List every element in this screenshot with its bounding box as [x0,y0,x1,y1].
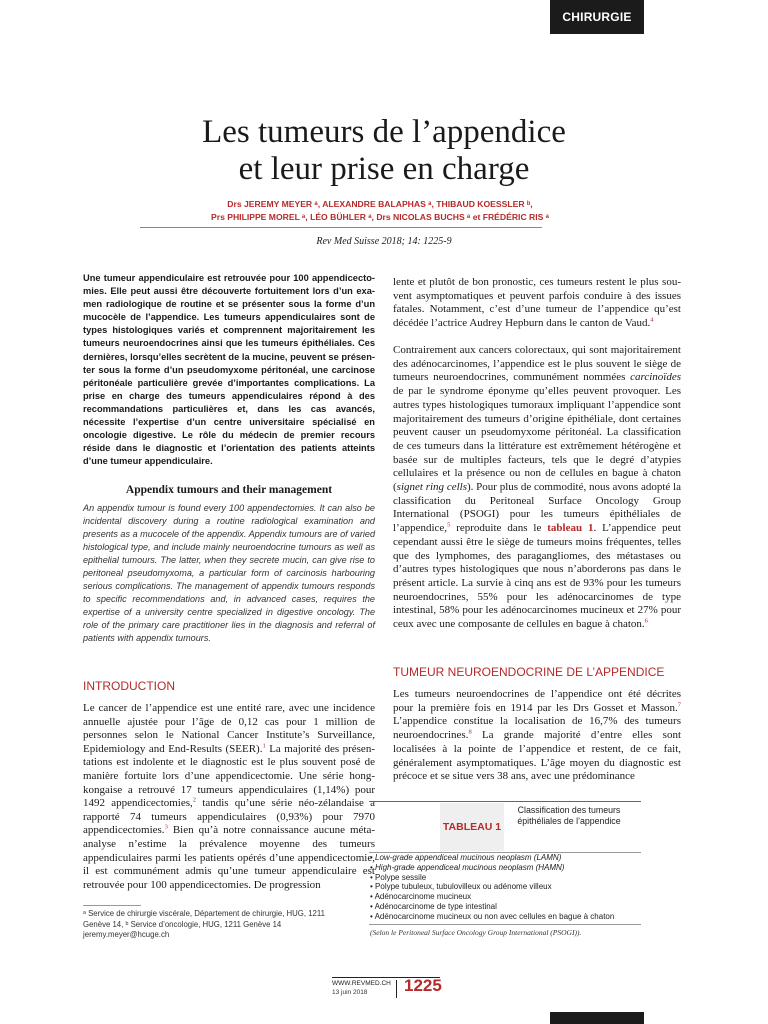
bottom-bar [550,1012,644,1024]
table-1-label: TABLEAU 1 [440,803,504,851]
p2-text-b: de par le syndrome éponyme qu’elles peuvent provoquer. Les autres types histologiques tumoraux impliquant l’appendice sont majoritairement des tumeurs d’origine épithéliale, dont certaines peuvent causer un pseudomyxome péritonéal. La classification de ces tumeurs dans la littérature est extrêmement hétérogène et basée sur de multiples facteurs, tels que le degré d’atypies cellulaires et la présence ou non de cellules en bague à chaton ( [393,385,681,494]
section-badge: CHIRURGIE [550,0,644,34]
footnotes [83,909,375,941]
ref-3[interactable]: 3 [164,823,168,831]
table-item: • Adénocarcinome mucineux [370,892,650,902]
authors-line-2: Prs PHILIPPE MOREL ᵃ, LÉO BÜHLER ᵃ, Drs NICOLAS BUCHS ᵃ et FRÉDÉRIC RIS ᵃ [211,212,549,222]
tne-text-b: L’appendice constitue la localisation de 16,7% des tumeurs neuroendocrines. [393,715,681,742]
table-1-caption: Classification des tumeurs épithéliales de l’appendice [517,805,621,827]
p2-text-e: . L’appendice peut cependant aussi être le siège de tumeurs moins fréquentes, telles que des lymphomes, des paragangliomes, des métastases ou d’autres types histologiques que nous n’aborderons pas dans le présent article. La survie à cinq ans est de 93% pour les tumeurs neuroendocrines, 55% pour les adénocarcinomes de type intestinal, 58% pour les adénocarcinomes mucineux et 27% pour ceux avec une composante de cellules en bague à chaton. [393,522,681,631]
abstract-english: An appendix tumour is found every 100 appendectomies. It can also be incidental discovery during a routine radiological examination and presents as a mucocele of the appendix. Appendix tumours are of varied histological type, and include mainly neuroendocrine tumours as well as epithelial tumours. The latter, when they secrete mucin, can give rise to peritoneal pseudomyxoma, a particular form of carcinosis harbouring serious complications. The management of appendix tumours responds to specific recommendations and, in advanced cases, requires the expertise of a university centre specialized in digestive oncology. The role of the primary care practitioner lies in the diagnosis and referral of patients with appendix tumours. [83,503,375,643]
table-1-note: (Selon le Peritoneal Surface Oncology Group International (PSOGI)). [370,928,582,937]
table-item-text: High-grade appendiceal mucinous neoplasm (HAMN) [375,862,565,872]
footer-website[interactable]: WWW.REVMED.CH [332,980,391,987]
tne-text-a: Les tumeurs neuroendocrines de l’appendice ont été décrites pour la première fois en 1914 par les Drs Gosset et Masson. [393,688,681,714]
ref-6[interactable]: 6 [644,617,648,625]
intro-text-d: Bien qu’à notre connaissance aucune méta-analyse n’estime la prévalence moyenne des tumeurs appendiculaires parmi les patients opérés d’une appendicectomie, il est communément admis qu’une tumeur appendiculaire est retrouvée pour 100 appendicectomies. De progression [83,824,375,891]
intro-text-c: tandis qu’une série néo-zélandaise a rapporté 74 tumeurs appendiculaires (0,93%) pour 7970 appendicectomies. [83,797,375,837]
title-line-2: et leur prise en charge [238,151,530,187]
footnote-divider [83,905,141,906]
abstract-french: Une tumeur appendiculaire est retrouvée pour 100 appendicectomies. Elle peut aussi être découverte fortuitement lors d’un examen radiologique de routine et se présenter sous la forme d’un mucocèle de l’appendice. Les tumeurs appendiculaires sont de types histologiques variés et comprennent majoritairement les tumeurs neuroendocrines ainsi que les tumeurs épithéliales. Ces dernières, lorsqu’elles secrètent de la mucine, peuvent se présenter sous la forme d’un pseudomyxome péritonéal, une carcinose péritonéale particulière grevée d’importantes complications. La prise en charge des tumeurs appendiculaires répond à des recommandations particulières et, dans les cas avancés, nécessite l’expertise d’un centre universitaire spécialisé en oncologie digestive. Le rôle du médecin de premier recours réside dans le diagnostic et l’orientation des patients atteints d’une tumeur appendiculaire. [83,273,375,467]
table-item [370,853,650,863]
citation: Rev Med Suisse 2018; 14: 1225-9 [316,236,452,247]
ref-1[interactable]: 1 [262,742,266,750]
tne-heading: TUMEUR NEUROENDOCRINE DE L’APPENDICE [393,665,665,679]
tne-text [393,688,681,784]
table-item: • Adénocarcinome de type intestinal [370,902,650,912]
ref-2[interactable]: 2 [192,796,197,804]
authors [140,198,620,224]
table-item [370,863,650,873]
table-1-link[interactable]: tableau 1 [547,522,594,535]
table-item: • Polype tubuleux, tubulovilleux ou adénome villeux [370,882,650,892]
footnote-line-2: Genève 14, ᵇ Service d’oncologie, HUG, 1211 Genève 14 [83,919,282,929]
p2-italic-carcinoides: carcinoïdes [630,371,681,384]
footnote-line-1: ᵃ Service de chirurgie viscérale, Département de chirurgie, HUG, 1211 [83,909,325,918]
footer-divider [396,980,397,998]
ref-5[interactable]: 5 [447,521,451,529]
table-1-header [369,801,641,853]
table-1-bottom-rule [369,924,641,925]
page-number: 1225 [404,976,442,995]
p2-text-c: ). Pour plus de commodité, nous avons adopté la classification du Peritoneal Surface Oncology Group International (PSOGI) pour les tumeurs épithéliales de l’appendice, [393,481,681,535]
introduction-text [83,702,375,892]
right-paragraph-2 [393,344,681,632]
tne-text-c: La grande majorité d’entre elles sont localisées à la pointe de l’appendice et restent, de ce fait, généralement asymptomatiques. L’âge moyen du diagnostic est précoce et se situe vers 38 ans, avec une prédominance [393,729,681,783]
footer-date: 13 juin 2018 [332,989,368,996]
ref-7[interactable]: 7 [677,701,681,709]
title-divider [140,227,542,228]
table-item-text: Low-grade appendiceal mucinous neoplasm (LAMN) [375,853,562,862]
authors-line-1: Drs JEREMY MEYER ᵃ, ALEXANDRE BALAPHAS ᵃ, THIBAUD KOESSLER ᵇ, [227,199,533,209]
p1-text: lente et plutôt de bon pronostic, ces tumeurs restent le plus souvent asymptomatiques et peuvent parfois conduire à des issues fatales. Notamment, c’est d’une tumeur de l’appendice qu’est décédée l’actrice Audrey Hepburn dans le canton de Vaud. [393,276,681,330]
footnote-email[interactable]: jeremy.meyer@hcuge.ch [83,930,170,939]
ref-4[interactable]: 4 [650,316,654,324]
intro-text-b: La majorité des présentations est indolente et le diagnostic est le plus souvent posé de manière fortuite lors d’une appendicectomie. Une série hongkongaise a retrouvé 17 tumeurs appendiculaires (1,14%) pour 1492 appendicectomies, [83,742,375,810]
abstract-english-title: Appendix tumours and their management [125,484,333,496]
introduction-heading: INTRODUCTION [83,679,175,693]
right-paragraph-1 [393,276,681,331]
table-1-list [370,853,650,922]
ref-8[interactable]: 8 [468,728,472,736]
title-line-1: Les tumeurs de l’appendice [202,114,566,150]
table-item: • Adénocarcinome mucineux ou non avec cellules en bague à chaton [370,912,650,922]
table-item: • Polype sessile [370,873,650,883]
intro-text-a: Le cancer de l’appendice est une entité rare, avec une incidence annuelle ajustée pour l’âge de 0,12 cas pour 1 million de personnes selon le National Cancer Institute’s Surveillance, Epidemiology and End-Results (SEER). [83,702,375,755]
p2-italic-signet: signet ring cells [396,481,467,494]
p2-text-a: Contrairement aux cancers colorectaux, qui sont majoritairement des adénocarcinomes, l’appendice est le plus souvent le siège de tumeurs neuroendocrines, communément nommées [393,344,681,384]
p2-text-d: reproduite dans le [450,522,548,535]
article-title [0,114,768,188]
